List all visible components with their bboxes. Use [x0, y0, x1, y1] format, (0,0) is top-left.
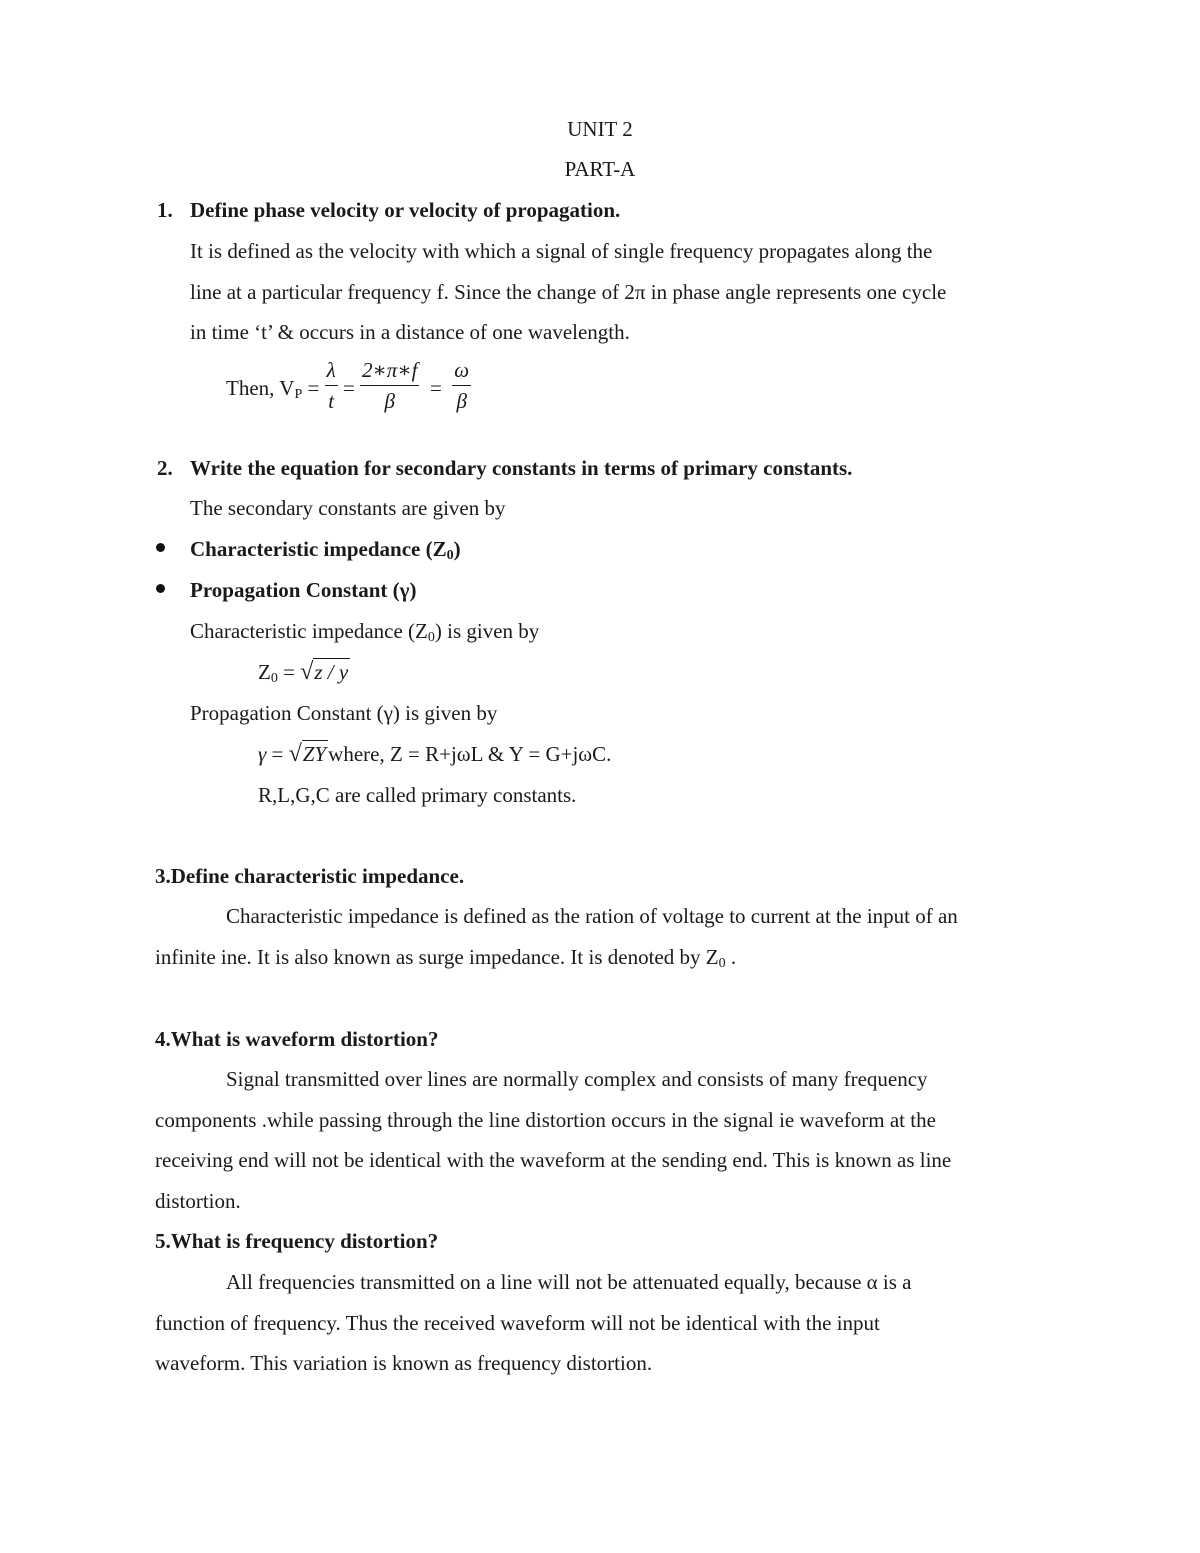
primary-constants-text: R,L,G,C are called primary constants.	[258, 783, 577, 807]
q3-line-2: infinite ine. It is also known as surge impedance. It is denoted by $Z_0$ .	[155, 945, 737, 971]
q4-line-4: distortion.	[155, 1189, 241, 1213]
z0-formula: $Z_0 = √z / y$	[258, 659, 349, 686]
q5-line-1: All frequencies transmitted on a line will not be attenuated equally, because α is a	[226, 1270, 912, 1294]
q5-heading: 5.What is frequency distortion?	[155, 1229, 439, 1253]
unit-title: UNIT 2	[567, 117, 633, 141]
q2-question: Write the equation for secondary constants in terms of primary constants.	[190, 456, 853, 480]
formula-eq-1: =	[307, 376, 320, 400]
gamma-given-text: Propagation Constant (γ) is given by	[190, 701, 498, 725]
z0-sqrt: √z / y	[300, 659, 349, 685]
bullet-prop-constant: Propagation Constant (γ)	[190, 578, 417, 602]
q1-answer-line-2: line at a particular frequency f. Since the change of 2π in phase angle represents one cycle	[190, 280, 947, 304]
gamma-formula: γ = √ZYwhere, Z = R+jωL & Y = G+jωC.	[258, 741, 612, 767]
frac-2-den: β	[360, 385, 419, 414]
q3-heading: 3.Define characteristic impedance.	[155, 864, 465, 888]
bullet-dot-2	[156, 584, 165, 593]
q4-line-2: components .while passing through the line distortion occurs in the signal ie waveform at the	[155, 1108, 936, 1132]
q2-number: 2.	[157, 456, 173, 480]
frac-1-den: t	[325, 385, 338, 414]
formula-eq-3: =	[429, 376, 442, 400]
q4-line-3: receiving end will not be identical with the waveform at the sending end. This is known as line	[155, 1148, 952, 1172]
z0-given-text: Characteristic impedance $(Z_0)$ is given by	[190, 619, 540, 645]
q1-number: 1.	[157, 198, 173, 222]
q1-answer-line-1: It is defined as the velocity with which a signal of single frequency propagates along the	[190, 239, 933, 263]
q1-question: Define phase velocity or velocity of propagation.	[190, 198, 621, 222]
q5-line-2: function of frequency. Thus the received waveform will not be identical with the input	[155, 1311, 880, 1335]
q4-heading: 4.What is waveform distortion?	[155, 1027, 439, 1051]
bullet-char-impedance: Characteristic impedance $(Z_0)$	[190, 537, 461, 563]
part-title: PART-A	[564, 157, 636, 181]
frac-1-num: λ	[326, 358, 336, 382]
fraction-lambda-t	[325, 358, 338, 414]
formula-prefix: Then, V	[226, 376, 295, 400]
q5-line-3: waveform. This variation is known as frequency distortion.	[155, 1351, 653, 1375]
formula-sub: P	[294, 387, 303, 402]
frac-3-num: ω	[454, 358, 470, 382]
formula-eq-2: =	[342, 376, 355, 400]
fraction-omega-beta	[452, 358, 471, 414]
q1-answer-line-3: in time ‘t’ & occurs in a distance of one wavelength.	[190, 320, 630, 344]
bullet-dot-1	[156, 543, 165, 552]
frac-2-num: 2∗π∗f	[362, 358, 418, 382]
q4-line-1: Signal transmitted over lines are normally complex and consists of many frequency	[226, 1067, 928, 1091]
fraction-2pif-beta	[360, 358, 419, 414]
frac-3-den: β	[452, 385, 471, 414]
phase-velocity-formula	[226, 358, 471, 418]
q2-intro: The secondary constants are given by	[190, 496, 506, 520]
gamma-sqrt: √ZY	[288, 741, 327, 767]
q3-line-1: Characteristic impedance is defined as the ration of voltage to current at the input of an	[226, 904, 958, 928]
